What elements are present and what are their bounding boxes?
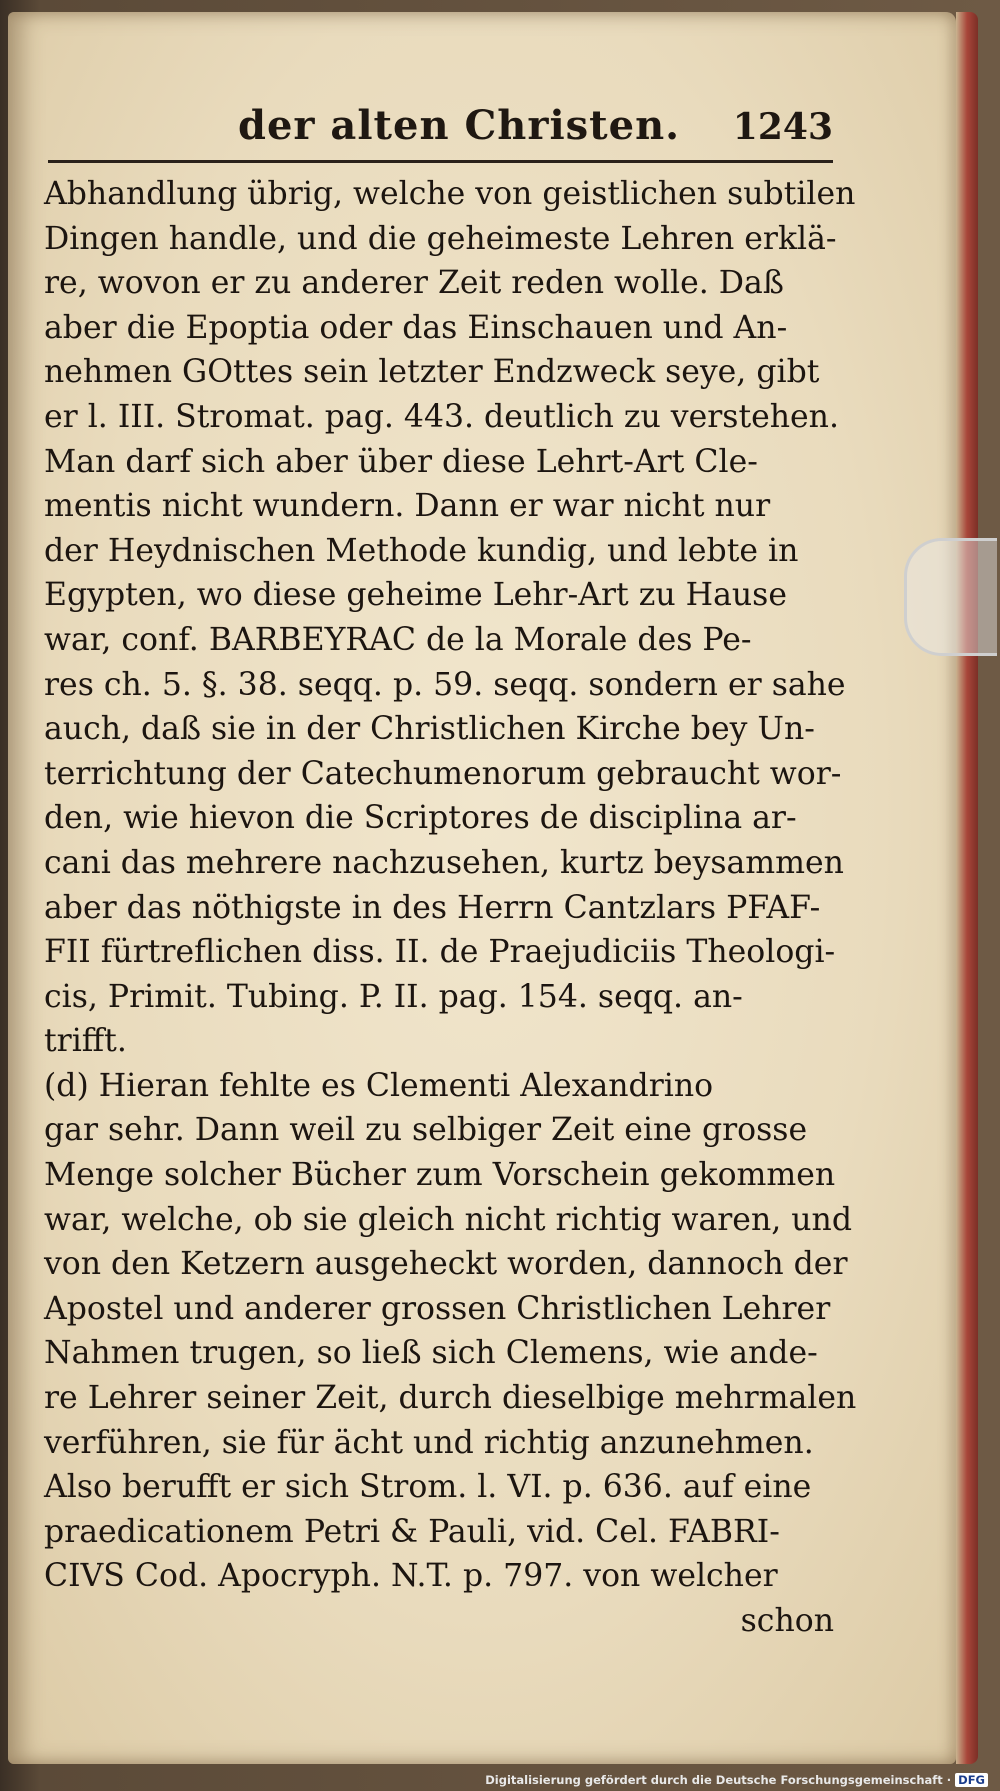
text-line: den, wie hievon die Scriptores de disciplina ar- xyxy=(44,800,797,837)
text-line: aber das nöthigste in des Herrn Cantzlars PFAF- xyxy=(44,889,821,926)
text-line: cani das mehrere nachzusehen, kurtz beysammen xyxy=(44,844,844,881)
text-line: Menge solcher Bücher zum Vorschein gekommen xyxy=(44,1157,836,1194)
text-line: von den Ketzern ausgeheckt worden, dannoch der xyxy=(44,1246,848,1283)
text-line: Man darf sich aber über diese Lehrt-Art Cle- xyxy=(44,443,758,480)
text-line: gar sehr. Dann weil zu selbiger Zeit eine grosse xyxy=(44,1112,808,1149)
text-line: Abhandlung übrig, welche von geistlichen subtilen xyxy=(44,176,856,212)
text-line: (d) Hieran fehlte es Clementi Alexandrino xyxy=(44,1067,714,1104)
book-page xyxy=(8,12,956,1764)
catchword: schon xyxy=(740,1603,834,1639)
text-line: re, wovon er zu anderer Zeit reden wolle. Daß xyxy=(44,265,784,302)
body-text xyxy=(44,172,857,1644)
page-edge xyxy=(956,12,978,1764)
text-line: CIVS Cod. Apocryph. N.T. p. 797. von welcher xyxy=(44,1558,778,1595)
text-line: Egypten, wo diese geheime Lehr-Art zu Hause xyxy=(44,577,787,614)
text-line: res ch. 5. §. 38. seqq. p. 59. seqq. sondern er sahe xyxy=(44,666,846,703)
dfg-logo: DFG xyxy=(955,1773,988,1787)
text-line: terrichtung der Catechumenorum gebraucht wor- xyxy=(44,755,842,792)
text-line: auch, daß sie in der Christlichen Kirche bey Un- xyxy=(44,711,815,748)
text-line: mentis nicht wundern. Dann er war nicht nur xyxy=(44,488,771,525)
text-line: er l. III. Stromat. pag. 443. deutlich zu verstehen. xyxy=(44,398,839,435)
text-line: aber die Epoptia oder das Einschauen und An- xyxy=(44,309,788,346)
text-line: Nahmen trugen, so ließ sich Clemens, wie ande- xyxy=(44,1335,818,1372)
text-line: praedicationem Petri & Pauli, vid. Cel. FABRI- xyxy=(44,1513,780,1550)
text-line: re Lehrer seiner Zeit, durch dieselbige mehrmalen xyxy=(44,1380,857,1417)
text-line: cis, Primit. Tubing. P. II. pag. 154. seqq. an- xyxy=(44,978,743,1015)
text-line: FII fürtreflichen diss. II. de Praejudiciis Theologi- xyxy=(44,934,836,971)
text-line: Apostel und anderer grossen Christlichen Lehrer xyxy=(44,1290,831,1327)
page-header xyxy=(48,98,833,163)
text-line: Also berufft er sich Strom. l. VI. p. 636. auf eine xyxy=(44,1469,812,1506)
page-clip xyxy=(904,538,997,656)
page-number: 1243 xyxy=(732,106,833,148)
text-line: verführen, sie für ächt und richtig anzunehmen. xyxy=(44,1424,814,1461)
text-line: war, conf. BARBEYRAC de la Morale des Pe- xyxy=(44,621,752,658)
running-title: der alten Christen. xyxy=(238,102,681,149)
digitization-credit xyxy=(485,1773,988,1787)
text-line: war, welche, ob sie gleich nicht richtig waren, und xyxy=(44,1201,853,1238)
text-line: nehmen GOttes sein letzter Endzweck seye, gibt xyxy=(44,354,820,391)
text-line: Dingen handle, und die geheimeste Lehren erklä- xyxy=(44,220,837,257)
text-line: trifft. xyxy=(44,1023,127,1060)
credit-text: Digitalisierung gefördert durch die Deutsche Forschungsgemeinschaft · xyxy=(485,1773,952,1787)
text-line: der Heydnischen Methode kundig, und lebte in xyxy=(44,532,799,569)
